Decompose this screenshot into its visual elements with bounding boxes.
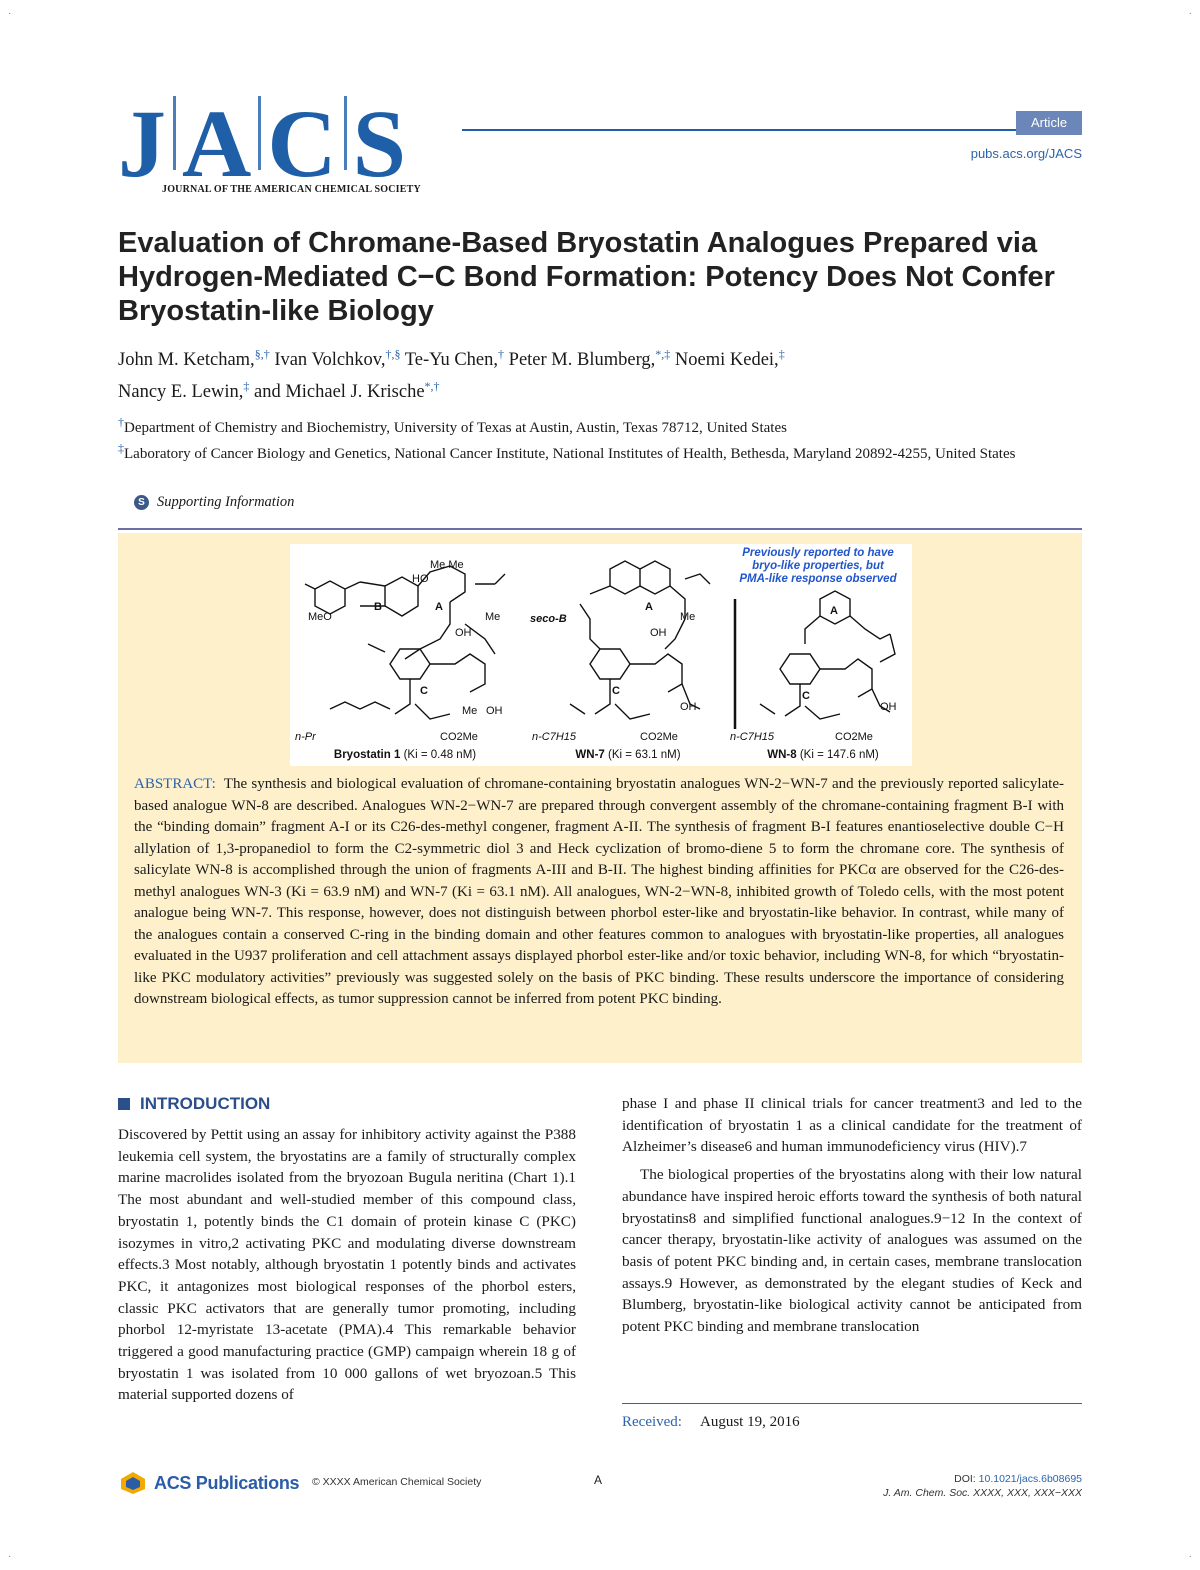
supporting-info-icon: S — [134, 495, 149, 510]
logo-letter: A — [182, 90, 253, 197]
author-affiliation-mark[interactable]: † — [498, 347, 505, 361]
right-column — [622, 1093, 1082, 1430]
doi-link[interactable]: 10.1021/jacs.6b08695 — [978, 1473, 1082, 1485]
wn-7-structure — [570, 561, 710, 719]
toc-label: OH — [455, 627, 472, 639]
logo-subtitle: JOURNAL OF THE AMERICAN CHEMICAL SOCIETY — [162, 184, 421, 195]
compound-ki: (Ki = 147.6 nM) — [799, 749, 879, 761]
author-list — [118, 341, 1090, 405]
author-affiliation-mark[interactable]: †,§ — [385, 347, 401, 361]
affiliation-text: Department of Chemistry and Biochemistry, University of Texas at Austin, Austin, Texas 78712, United States — [124, 420, 787, 436]
toc-label: n-C7H15 — [730, 731, 775, 743]
author-name: Peter M. Blumberg, — [508, 350, 656, 371]
author-affiliation-mark[interactable]: *,‡ — [655, 347, 671, 361]
supporting-information-link[interactable] — [134, 494, 294, 511]
crop-mark: · — [8, 8, 12, 19]
acs-hexagon-icon — [118, 1471, 148, 1495]
compound-name: WN-7 — [575, 749, 605, 761]
author-name: Noemi Kedei, — [674, 350, 779, 371]
toc-note-line: bryo-like properties, but — [752, 560, 884, 572]
crop-mark: · — [1188, 1551, 1192, 1562]
doi-prefix: DOI: — [954, 1473, 979, 1485]
toc-label: n-C7H15 — [532, 731, 577, 743]
logo-divider — [344, 96, 347, 170]
acs-publications-wordmark: ACS Publications — [154, 1472, 300, 1493]
svg-text:WN-8 (Ki = 147.6 nM) — [767, 749, 879, 761]
compound-name: WN-8 — [767, 749, 797, 761]
affiliation-text: Laboratory of Cancer Biology and Genetics, National Cancer Institute, National Institutes of Health, Bethesda, Maryland 20892-4255, United States — [124, 446, 1016, 462]
author-affiliation-mark[interactable]: §,† — [254, 347, 270, 361]
svg-text:Bryostatin 1 (Ki = 0.48 nM) — [334, 749, 476, 761]
toc-label: CO2Me — [835, 731, 873, 743]
toc-ring-label: A — [435, 601, 443, 613]
introduction-heading — [118, 1093, 576, 1115]
toc-label: Me — [485, 611, 501, 623]
toc-label: OH — [650, 627, 667, 639]
doi-block — [883, 1472, 1082, 1500]
journal-url-link[interactable]: pubs.acs.org/JACS — [970, 146, 1082, 161]
section-divider — [118, 528, 1082, 530]
bryostatin-1-structure — [305, 566, 505, 719]
toc-ring-label: A — [645, 601, 653, 613]
author-affiliation-mark[interactable]: *,† — [424, 379, 440, 394]
section-heading-text: INTRODUCTION — [140, 1094, 271, 1113]
received-date — [622, 1403, 1082, 1431]
toc-label: Me — [462, 705, 478, 717]
section-square-icon — [118, 1098, 130, 1110]
article-title: Evaluation of Chromane-Based Bryostatin Analogues Prepared via Hydrogen-Mediated C−C Bond Formation: Potency Does Not Confer Bryostatin-like Biology — [118, 227, 1055, 327]
left-column — [118, 1093, 576, 1406]
crop-mark: · — [8, 1551, 12, 1562]
logo-letter: J — [118, 90, 167, 197]
toc-ring-label: A — [830, 605, 838, 617]
author-name: John M. Ketcham, — [118, 350, 255, 371]
author-name: and Michael J. Krische — [253, 382, 425, 403]
toc-ring-label: C — [420, 685, 428, 697]
copyright-notice: © XXXX American Chemical Society — [312, 1476, 482, 1488]
toc-graphic — [290, 544, 912, 766]
toc-label: OH — [880, 701, 897, 713]
header-rule — [462, 129, 1082, 131]
toc-label: CO2Me — [640, 731, 678, 743]
toc-label: MeO — [308, 611, 332, 623]
author-affiliation-mark[interactable]: ‡ — [243, 379, 250, 394]
logo-letter: C — [267, 90, 338, 197]
toc-ring-label: C — [802, 690, 810, 702]
toc-ring-label: C — [612, 685, 620, 697]
compound-ki: (Ki = 0.48 nM) — [403, 749, 477, 761]
intro-paragraph: phase I and phase II clinical trials for cancer treatment3 and led to the identification of bryostatin 1 as a clinical candidate for the treatment of Alzheimer’s disease6 and human immunodeficiency virus (HIV).7 — [622, 1095, 1082, 1156]
abstract-label: ABSTRACT: — [134, 776, 216, 792]
compound-ki: (Ki = 63.1 nM) — [608, 749, 681, 761]
author-name: Nancy E. Lewin, — [118, 382, 244, 403]
toc-label: Me — [680, 611, 696, 623]
toc-label: seco-B — [530, 613, 567, 625]
crop-mark: · — [1188, 8, 1192, 19]
logo-divider — [173, 96, 176, 170]
toc-label: CO2Me — [440, 731, 478, 743]
toc-ring-label: B — [374, 601, 382, 613]
toc-label: n-Pr — [295, 731, 316, 743]
wn-8-structure — [760, 591, 895, 719]
toc-label: OH — [680, 701, 697, 713]
abstract-body: The synthesis and biological evaluation of chromane-containing bryostatin analogues WN-2−WN-7 and the previously reported salicylate-based analogue WN-8 are described. Analogues WN-2−WN-7 are prepared through convergent assembly of the chromane-containing fragment B-I with the “binding domain” fragment A-I or its C26-des-methyl congener, fragment A-II. The synthesis of fragment B-I features enantioselective double C−H allylation of 1,3-propanediol to form the C2-symmetric diol 3 and Heck cyclization of bromo-diene 5 to form the chromane core. The synthesis of salicylate WN-8 is accomplished through the union of fragments A-III and B-II. The highest binding affinities for PKCα are observed for the C26-des-methyl analogues WN-3 (Ki = 63.9 nM) and WN-7 (Ki = 63.1 nM). All analogues, WN-2−WN-8, inhibited growth of Toledo cells, with the most potent analogue being WN-7. This response, however, does not distinguish between phorbol ester-like and bryostatin-like behavior. In contrast, while many of the analogues contain a conserved C-ring in the binding domain and other features common to analogues with bryostatin-like properties, all analogues evaluated in the U937 proliferation and cell attachment assays displayed phorbol ester-like and/or toxic behavior, including WN-8, for which “bryostatin-like PKC modulatory activities” previously was suggested solely on the basis of PKC binding. These results underscore the importance of considering downstream biological effects, as tumor suppression cannot be inferred from potent PKC binding. — [134, 776, 1064, 1007]
affiliation-mark: ‡ — [118, 441, 124, 455]
page-number: A — [594, 1473, 603, 1487]
received-label: Received: — [622, 1414, 682, 1430]
affiliation — [118, 437, 1030, 465]
author-name: Ivan Volchkov, — [274, 350, 386, 371]
toc-label: HO — [412, 573, 429, 585]
intro-paragraph: The biological properties of the bryostatins along with their low natural abundance have inspired heroic efforts toward the synthesis of both natural bryostatins8 and simplified functional analogues.9−12 In the context of cancer therapy, bryostatin-like activity of analogues was assumed on the basis of potent PKC binding and, in certain cases, membrane translocation assays.9 However, as demonstrated by the elegant studies of Keck and Blumberg, bryostatin-like biological activity cannot be anticipated from potent PKC binding and membrane translocation — [622, 1166, 1082, 1336]
toc-label: Me Me — [430, 559, 464, 571]
toc-note-line: Previously reported to have — [742, 547, 894, 559]
article-type-badge: Article — [1016, 111, 1082, 135]
abstract — [134, 774, 1064, 1011]
toc-note-line: PMA-like response observed — [739, 573, 897, 585]
intro-paragraph: Discovered by Pettit using an assay for inhibitory activity against the P388 leukemia cell system, the bryostatins are a family of structurally complex marine macrolides isolated from the bryozoan Bugula neritina (Chart 1).1 The most abundant and well-studied member of this compound class, bryostatin 1, potently binds the C1 domain of protein kinase C (PKC) isozymes in vitro,2 activating PKC and modulating diverse downstream effects.3 Most notably, although bryostatin 1 potently binds and activates PKC, it antagonizes most biological responses of the phorbol esters, classic PKC activators that are generally tumor promoting, including phorbol 12-myristate 13-acetate (PMA).4 This remarkable behavior triggered a good manufacturing practice (GMP) campaign wherein 18 g of bryostatin 1 was isolated from 10 000 gallons of wet bryozoan.5 This material supported dozens of — [118, 1126, 576, 1404]
supporting-info-label: Supporting Information — [157, 494, 295, 510]
affiliation-mark: † — [118, 415, 124, 429]
toc-label: OH — [486, 705, 503, 717]
author-name: Te-Yu Chen, — [404, 350, 499, 371]
acs-publications-logo[interactable] — [118, 1471, 299, 1495]
affiliation — [118, 411, 1090, 439]
received-value: August 19, 2016 — [699, 1414, 800, 1430]
logo-letter: S — [352, 90, 408, 197]
author-affiliation-mark[interactable]: ‡ — [778, 347, 785, 361]
svg-text:WN-7 (Ki = 63.1 nM) — [575, 749, 680, 761]
compound-name: Bryostatin 1 — [333, 749, 401, 761]
journal-citation: J. Am. Chem. Soc. XXXX, XXX, XXX−XXX — [883, 1487, 1082, 1499]
jacs-logo — [118, 90, 463, 208]
logo-divider — [258, 96, 261, 170]
